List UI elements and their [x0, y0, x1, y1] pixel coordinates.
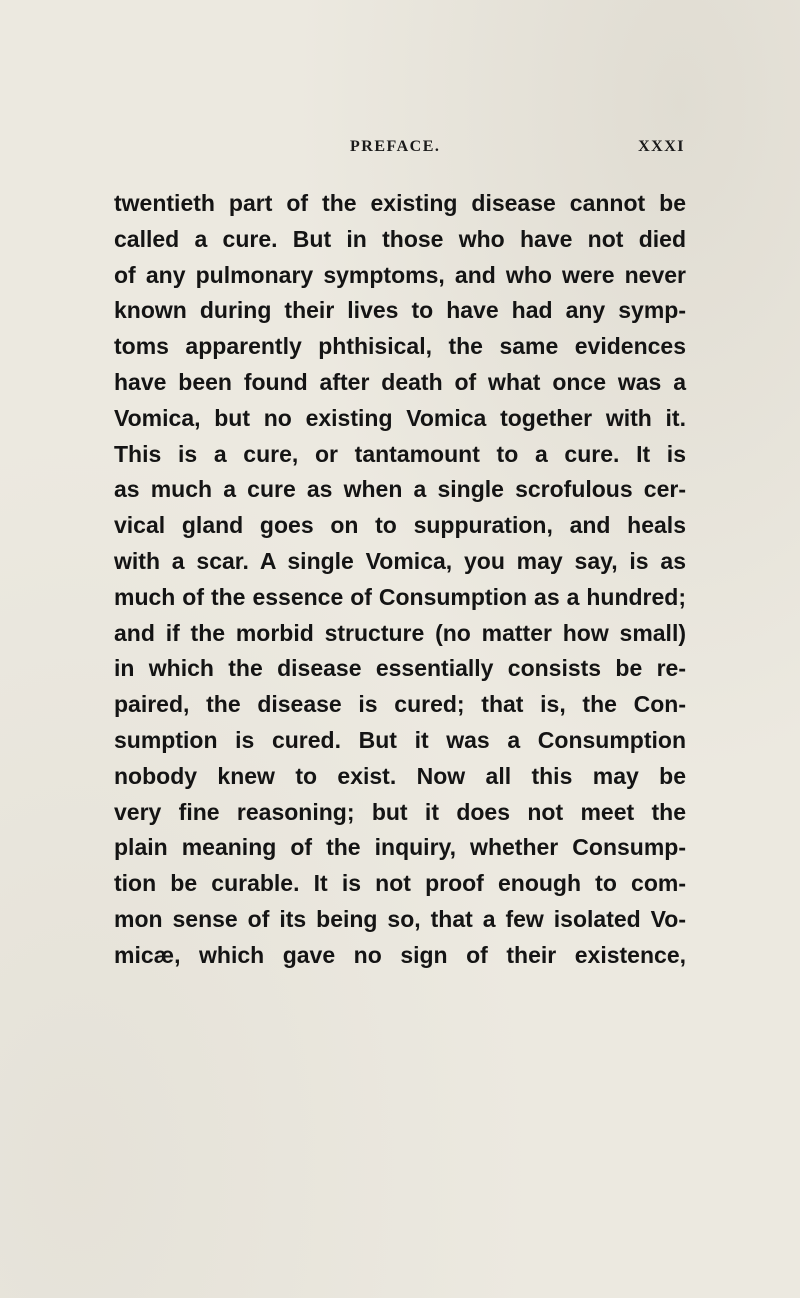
text-line: tion be curable. It is not proof enough to com-: [114, 870, 686, 897]
text-line: with a scar. A single Vomica, you may say, is as: [114, 547, 686, 574]
text-line: Vomica, but no existing Vomica together with it.: [114, 404, 686, 431]
text-line: micæ, which gave no sign of their existence,: [114, 941, 686, 968]
body-text: [114, 186, 686, 974]
text-line: twentieth part of the existing disease cannot be: [114, 190, 686, 216]
text-line: paired, the disease is cured; that is, the Con-: [114, 691, 686, 718]
text-line: in which the disease essentially consists be re-: [114, 655, 686, 682]
text-line: toms apparently phthisical, the same evidences: [114, 333, 686, 360]
text-line: known during their lives to have had any symp-: [114, 297, 686, 324]
text-line: much of the essence of Consumption as a hundred;: [114, 583, 686, 610]
page-number: XXXI: [638, 138, 685, 155]
text-line: vical gland goes on to suppuration, and heals: [114, 512, 686, 539]
text-line: This is a cure, or tantamount to a cure. It is: [114, 440, 686, 467]
text-line: called a cure. But in those who have not died: [114, 225, 686, 252]
text-line: as much a cure as when a single scrofulous cer-: [114, 476, 686, 503]
text-line: plain meaning of the inquiry, whether Consump-: [114, 834, 686, 861]
running-title: PREFACE.: [350, 138, 441, 155]
text-line: mon sense of its being so, that a few isolated Vo-: [114, 905, 686, 932]
running-header: [350, 138, 685, 162]
text-line: have been found after death of what once was a: [114, 368, 686, 395]
text-line: and if the morbid structure (no matter how small): [114, 619, 686, 646]
text-line: sumption is cured. But it was a Consumption: [114, 726, 686, 753]
text-line: very fine reasoning; but it does not meet the: [114, 798, 686, 825]
text-line: of any pulmonary symptoms, and who were never: [114, 261, 686, 288]
text-line: nobody knew to exist. Now all this may be: [114, 762, 686, 789]
